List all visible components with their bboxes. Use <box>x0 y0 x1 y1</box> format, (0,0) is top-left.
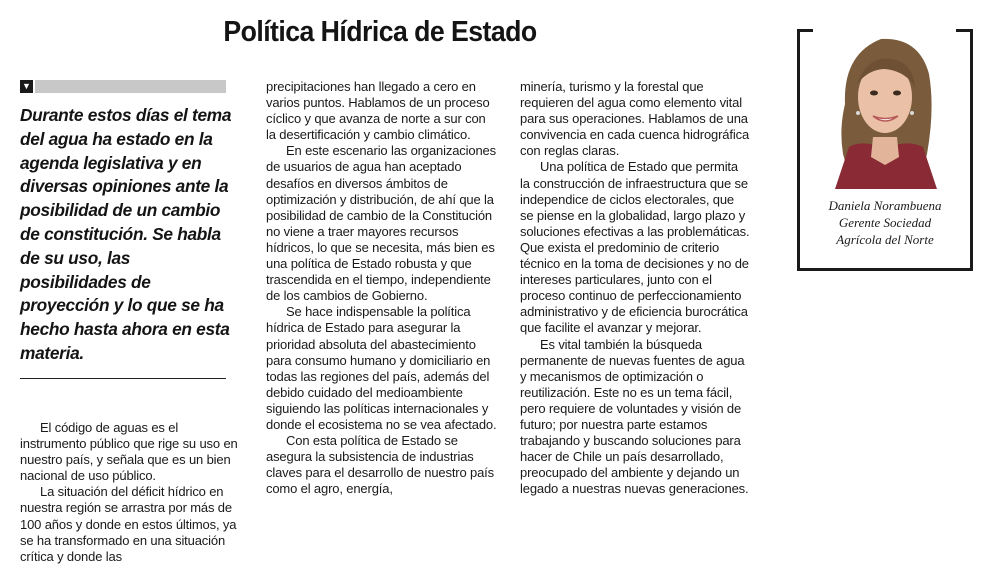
author-box <box>797 29 973 271</box>
lead-kicker <box>20 80 226 93</box>
author-photo <box>813 29 957 189</box>
paragraph: En este escenario las organizaciones de usuarios de agua han aceptado desafíos en diversos ámbitos de optimización y distribución, de ahí que la posibilidad de cambio de la Constitución no viene a traer mayores recursos hídricos, lo que se necesita, más bien es una política de Estado robusta y que trascendida en el tiempo, independiente de los cambios de Gobierno. <box>266 143 496 304</box>
paragraph: Una política de Estado que permita la construcción de infraestructura que se independice de ciclos electorales, que se piense en la globalidad, largo plazo y soluciones efectivas a las problemáticas. Que exista el predominio de criterio técnico en la toma de decisiones y no de intereses particulares, junto con el proceso continuo de perfeccionamiento administrativo y de eficiencia burocrática que facilite el avanzar y mejorar. <box>520 159 750 336</box>
body-column-1 <box>20 420 238 565</box>
paragraph: Se hace indispensable la política hídrica de Estado para asegurar la prioridad absoluta del abastecimiento para consumo humano y domiciliario en todas las regiones del país, además del debido cuidado del medioambiente siguiendo las políticas internacionales y donde el ecosistema no se vea afectado. <box>266 304 497 432</box>
paragraph: precipitaciones han llegado a cero en varios puntos. Hablamos de un proceso cíclico y que avanza de norte a sur con la desertificación y cambio climático. <box>266 79 490 143</box>
body-column-3 <box>520 79 750 497</box>
body-column-2 <box>266 79 498 497</box>
paragraph: Con esta política de Estado se asegura la subsistencia de industrias claves para el desarrollo de nuestro país como el agro, energía, <box>266 433 494 497</box>
paragraph: El código de aguas es el instrumento público que rige su uso en nuestro país, y señala que es un bien nacional de uso público. <box>20 420 238 484</box>
paragraph: La situación del déficit hídrico en nuestra región se arrastra por más de 100 años y donde en estos últimos, ya se ha transformado en una situación crítica y donde las <box>20 484 237 564</box>
triangle-down-icon: ▼ <box>20 80 33 93</box>
author-company: Agrícola del Norte <box>836 232 934 247</box>
author-role: Gerente Sociedad <box>838 215 932 230</box>
author-caption <box>800 197 970 248</box>
paragraph: minería, turismo y la forestal que requieren del agua como elemento vital para sus operaciones. Hablamos de una convivencia en cada cuenca hidrográfica con reglas claras. <box>520 79 750 159</box>
kicker-bar <box>35 80 226 93</box>
paragraph: Es vital también la búsqueda permanente de nuevas fuentes de agua y mecanismos de optimización o reutilización. Este no es un tema fácil, pero requiere de voluntades y visión de futuro; por nuestra parte estamos trabajando y buscando soluciones para hacer de Chile un país desarrollado, preocupado del ambiente y dejando un legado a nuestras nuevas generaciones. <box>520 336 749 497</box>
article-lead: Durante estos días el tema del agua ha estado en la agenda legislativa y en diversas opiniones ante la posibilidad de un cambio de constitución. Se habla de su uso, las posibilidades de proyección y lo que se ha hecho hasta ahora en esta materia. <box>20 105 232 363</box>
author-name: Daniela Norambuena <box>828 198 942 213</box>
lead-divider <box>20 378 226 379</box>
article-title: Política Hídrica de Estado <box>223 16 537 48</box>
